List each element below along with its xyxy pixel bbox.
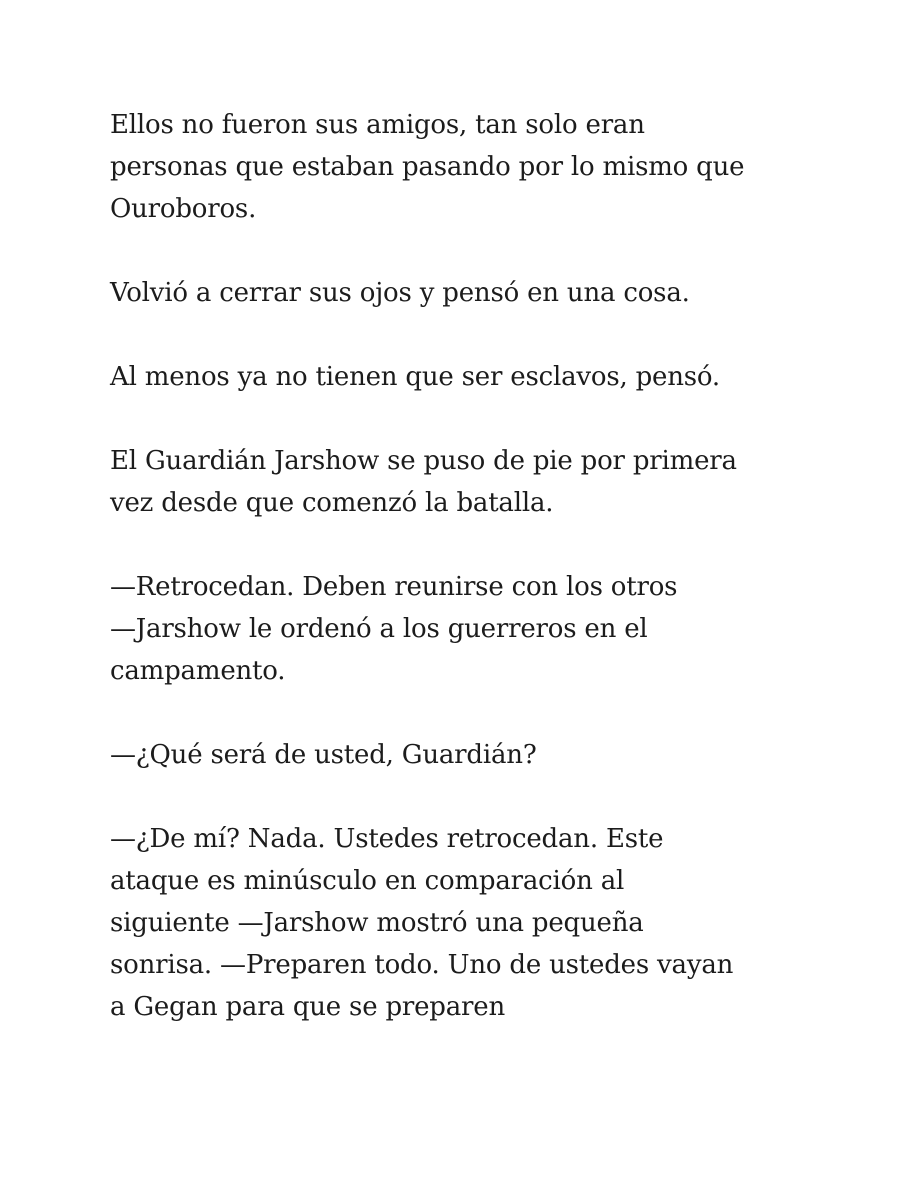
- text-line: —Retrocedan. Deben reunirse con los otros: [110, 572, 678, 602]
- text-line: campamento.: [110, 656, 286, 686]
- text-line: Ouroboros.: [110, 194, 257, 224]
- body-text: [110, 104, 810, 1070]
- text-line: siguiente —Jarshow mostró una pequeña: [110, 908, 644, 938]
- text-line: Volvió a cerrar sus ojos y pensó en una cosa.: [110, 278, 690, 308]
- text-line: —Jarshow le ordenó a los guerreros en el: [110, 614, 648, 644]
- paragraph: [110, 734, 810, 776]
- text-line: sonrisa. —Preparen todo. Uno de ustedes vayan: [110, 950, 734, 980]
- paragraph: [110, 356, 810, 398]
- paragraph: [110, 272, 810, 314]
- text-line: a Gegan para que se preparen: [110, 992, 506, 1022]
- text-line: Ellos no fueron sus amigos, tan solo eran: [110, 110, 645, 140]
- paragraph: [110, 566, 810, 692]
- text-line: vez desde que comenzó la batalla.: [110, 488, 554, 518]
- paragraph: [110, 818, 810, 1028]
- text-line: personas que estaban pasando por lo mismo que: [110, 152, 745, 182]
- text-line: —¿De mí? Nada. Ustedes retrocedan. Este: [110, 824, 664, 854]
- text-line: —¿Qué será de usted, Guardián?: [110, 740, 537, 770]
- text-line: ataque es minúsculo en comparación al: [110, 866, 625, 896]
- paragraph: [110, 104, 810, 230]
- text-line: El Guardián Jarshow se puso de pie por primera: [110, 446, 737, 476]
- paragraph: [110, 440, 810, 524]
- text-line: Al menos ya no tienen que ser esclavos, pensó.: [110, 362, 720, 392]
